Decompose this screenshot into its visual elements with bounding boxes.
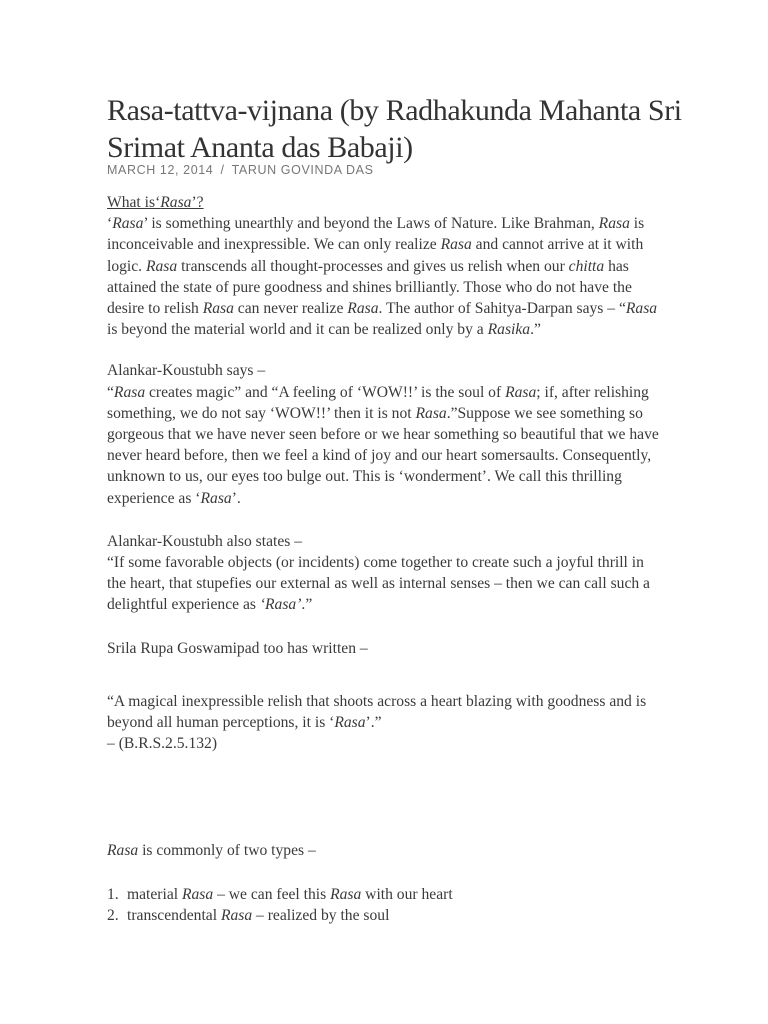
meta-separator: /: [220, 163, 225, 177]
term-rasa: Rasa: [440, 236, 472, 254]
term-rasa: Rasa: [202, 300, 234, 318]
term-rasa: Rasa: [505, 383, 537, 401]
text: “: [107, 383, 114, 401]
text: “If some favorable objects (or incidents) come together to create such a joyful thrill in the heart, that stupefies our external as well as internal senses – then we can call such a delightful experience as: [107, 554, 650, 614]
text: creates magic” and “A feeling of ‘WOW!!’ is the soul of: [145, 383, 506, 401]
paragraph-koustubh-quote: [107, 382, 662, 509]
paragraph-magical-relish: [107, 691, 662, 733]
term-rasa: Rasa: [220, 906, 253, 924]
term-rasa: Rasa: [113, 383, 146, 401]
term-rasa: Rasa: [598, 215, 630, 233]
text: – we can feel this: [213, 885, 331, 903]
text: ’.: [231, 489, 241, 507]
text: “A magical inexpressible relish that shoots across a heart blazing with goodness and is beyond all human perceptions, it is ‘: [107, 692, 647, 732]
text: is commonly of two types –: [138, 842, 316, 860]
list-item: [107, 884, 662, 905]
text: is inconceivable and inexpressible. We can only realize: [107, 215, 645, 254]
list-number: 2.: [107, 906, 119, 924]
post-meta: [107, 163, 374, 177]
text: .”: [301, 596, 313, 614]
term-rasa: ‘Rasa’: [259, 596, 302, 614]
text: material: [127, 885, 182, 903]
text: ; if, after relishing something, we do not say ‘WOW!!’ then it is not: [107, 383, 649, 422]
term-rasa: Rasa: [181, 885, 214, 903]
term-rasa: Rasa: [334, 714, 366, 732]
text: transcends all thought-processes and gives us relish when our: [177, 257, 569, 275]
rupa-goswami-intro: Srila Rupa Goswamipad too has written –: [107, 639, 368, 657]
text: ’.”: [365, 714, 382, 732]
article-body: [107, 192, 662, 926]
term-rasa: Rasa: [415, 404, 447, 422]
text: .”Suppose we see something so gorgeous that we have never seen before or we hear something so beautiful that we have never heard before, then we feel a kind of joy and our heart somersaults. Consequently, unknown to us, our eyes too bulge out. This is ‘wonderment’. We call this thrilling experience as ‘: [107, 404, 659, 507]
heading-suffix: ’?: [191, 194, 204, 211]
text: has attained the state of pure goodness and shines brilliantly. Those who do not have the desire to relish: [107, 257, 632, 318]
text: – realized by the soul: [252, 906, 390, 924]
term-rasa: Rasa: [112, 215, 144, 233]
term-rasika: Rasika: [487, 321, 531, 339]
term-rasa: Rasa: [347, 300, 379, 318]
text: can never realize: [233, 300, 348, 318]
text: is beyond the material world and it can be realized only by a: [107, 321, 488, 339]
text: .”: [530, 321, 541, 339]
post-date[interactable]: MARCH 12, 2014: [107, 163, 214, 177]
koustubh-also-intro: Alankar-Koustubh also states –: [107, 532, 303, 550]
citation: – (B.R.S.2.5.132): [107, 735, 218, 753]
list-number: 1.: [107, 885, 119, 903]
heading-prefix: What is‘: [107, 194, 161, 211]
term-rasa: Rasa: [107, 842, 139, 860]
koustubh-intro: Alankar-Koustubh says –: [107, 362, 266, 380]
paragraph-joyful-thrill: [107, 552, 662, 616]
paragraph-rasa-definition: [107, 213, 662, 340]
text: with our heart: [361, 885, 453, 903]
text: ‘: [107, 215, 113, 233]
term-rasa: Rasa: [330, 885, 362, 903]
section-heading-what-is: [107, 192, 662, 213]
term-rasa: Rasa: [145, 257, 178, 275]
types-list: [107, 884, 662, 926]
types-intro: [107, 840, 662, 861]
text: . The author of Sahitya-Darpan says – “: [378, 300, 626, 318]
term-chitta: chitta: [568, 257, 605, 275]
text: ’ is something unearthly and beyond the Laws of Nature. Like Brahman,: [143, 215, 599, 233]
term-rasa: Rasa: [200, 489, 232, 507]
article-title: Rasa-tattva-vijnana (by Radhakunda Mahanta Sri Srimat Ananta das Babaji): [107, 94, 682, 164]
term-rasa: Rasa: [625, 300, 658, 318]
heading-term: Rasa: [160, 194, 192, 211]
text: transcendental: [127, 906, 221, 924]
text: and cannot arrive at it with logic.: [107, 236, 644, 275]
post-author[interactable]: TARUN GOVINDA DAS: [231, 163, 374, 177]
list-item: [107, 905, 662, 926]
